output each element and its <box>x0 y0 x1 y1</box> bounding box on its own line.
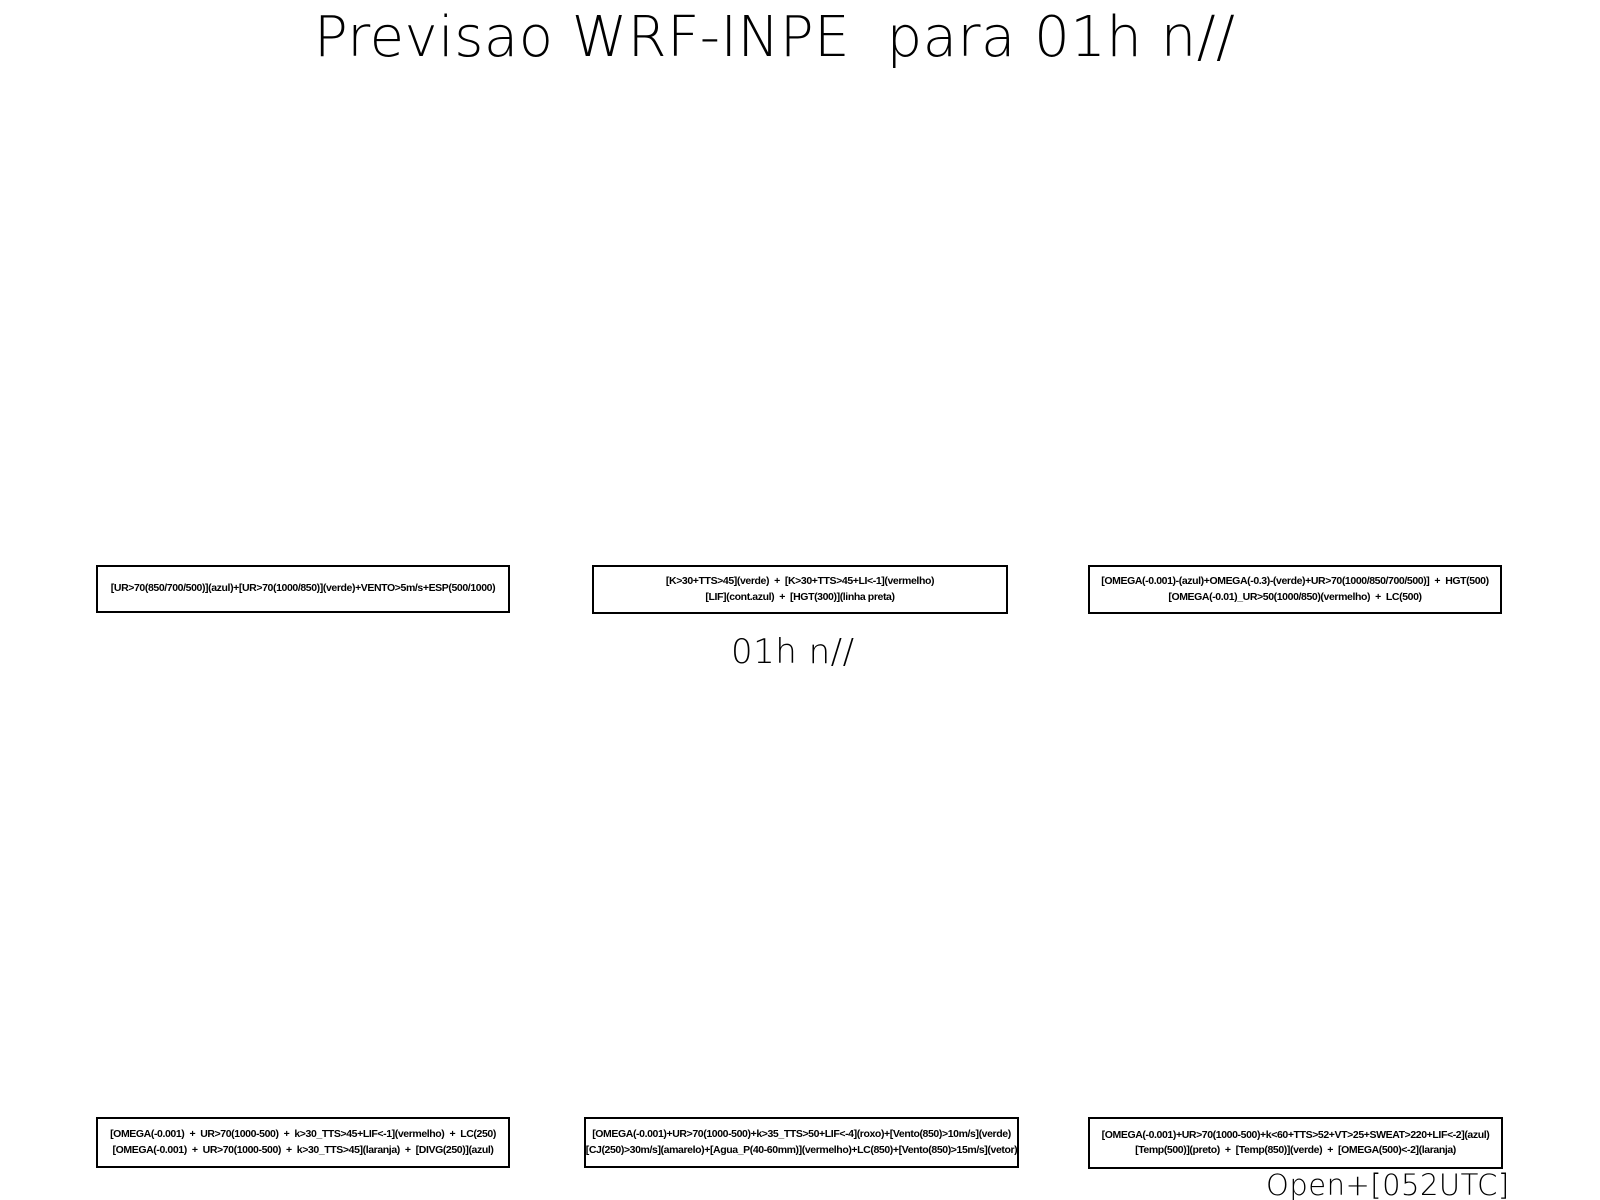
legend-line: [OMEGA(-0.001) + UR>70(1000-500) + k>30_TTS>45+LIF<-1](vermelho) + LC(250) <box>110 1128 496 1140</box>
legend-box-top-right <box>1088 565 1502 614</box>
legend-line: [LIF](cont.azul) + [HGT(300)](linha preta) <box>705 590 895 603</box>
legend-line: [OMEGA(-0.001)+UR>70(1000-500)+k>35_TTS>50+LIF<-4](roxo)+[Vento(850)>10m/s](verde) <box>592 1128 1011 1140</box>
legend-box-bottom-right <box>1088 1117 1503 1169</box>
legend-box-bottom-left <box>96 1117 510 1168</box>
legend-line: [K>30+TTS>45](verde) + [K>30+TTS>45+LI<-1](vermelho) <box>665 575 935 587</box>
legend-line: [CJ(250)>30m/s](amarelo)+[Agua_P(40-60mm)](vermelho)+LC(850)+[Vento(850)>15m/s](vetor) <box>585 1143 1018 1156</box>
legend-box-bottom-center <box>584 1117 1019 1168</box>
page-title: Previsao WRF-INPE para 01h n// <box>314 5 1236 70</box>
frame-time-label: 01h n// <box>731 632 855 672</box>
footer-open-label: Open+[052UTC] <box>1266 1168 1510 1200</box>
legend-line: [OMEGA(-0.01)_UR>50(1000/850)(vermelho) + LC(500) <box>1168 590 1422 603</box>
legend-line: [OMEGA(-0.001)-(azul)+OMEGA(-0.3)-(verde)+UR>70(1000/850/700/500)] + HGT(500) <box>1101 575 1489 587</box>
legend-line: [OMEGA(-0.001) + UR>70(1000-500) + k>30_TTS>45](laranja) + [DIVG(250)](azul) <box>112 1143 494 1156</box>
legend-line: [Temp(500)](preto) + [Temp(850)](verde) + [OMEGA(500)<-2](laranja) <box>1135 1144 1456 1156</box>
legend-box-top-left <box>96 565 510 613</box>
legend-line: [UR>70(850/700/500)](azul)+[UR>70(1000/850)](verde)+VENTO>5m/s+ESP(500/1000) <box>110 582 496 595</box>
legend-box-top-center <box>592 565 1008 614</box>
legend-line: [OMEGA(-0.001)+UR>70(1000-500)+k<60+TTS>52+VT>25+SWEAT>220+LIF<-2](azul) <box>1101 1128 1490 1141</box>
